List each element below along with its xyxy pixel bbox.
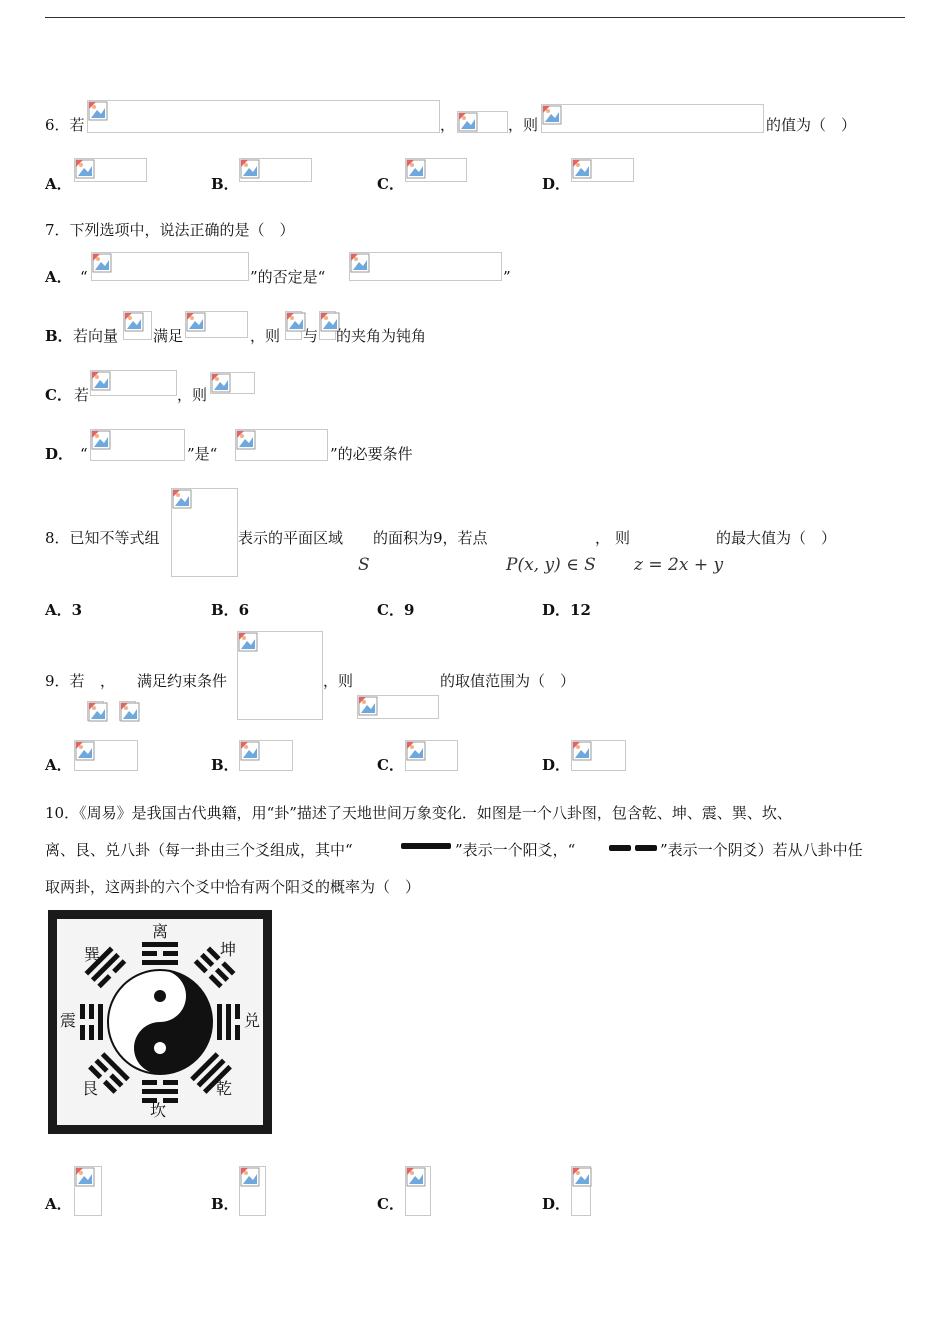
yin-yang-dot <box>154 990 166 1002</box>
formula-image <box>239 158 312 182</box>
yin-line-right-icon <box>635 845 657 851</box>
formula-image <box>237 631 323 720</box>
q7-a-text: “ <box>80 268 88 286</box>
broken-image-icon <box>240 741 260 761</box>
formula-image <box>74 1166 102 1216</box>
label-kun: 坤 <box>220 940 237 959</box>
formula-image <box>185 311 248 338</box>
q9-text: ，则 <box>323 672 354 690</box>
q7-c-text: 若 <box>74 386 90 404</box>
broken-image-icon <box>458 112 478 132</box>
broken-image-icon <box>350 253 370 273</box>
q6-comma2: ，则 <box>508 116 539 134</box>
q7-b-text: 的夹角为钝角 <box>336 327 427 345</box>
formula-image <box>357 695 439 719</box>
q6-lead: 6．若 <box>45 116 85 134</box>
q9-comma: ， <box>100 672 116 690</box>
q7-stem: 7．下列选项中，说法正确的是（ ） <box>45 221 295 239</box>
formula-image <box>405 158 467 182</box>
broken-image-icon <box>75 1167 95 1187</box>
broken-image-icon <box>406 1167 426 1187</box>
header-rule <box>45 17 905 18</box>
formula-image <box>571 158 634 182</box>
q8-option-d: D．12 <box>542 601 591 619</box>
broken-image-icon <box>172 489 192 509</box>
formula-image <box>239 1166 266 1216</box>
formula-image <box>349 252 502 281</box>
formula-image <box>210 372 255 394</box>
broken-image-icon <box>240 159 260 179</box>
q10-line2b: ”表示一个阳爻，“ <box>455 841 576 859</box>
broken-image-icon <box>240 1167 260 1187</box>
formula-image <box>319 311 336 340</box>
yin-yang-dot <box>154 1042 166 1054</box>
formula-image <box>571 1166 591 1216</box>
q7-b-text: ，则 <box>250 327 281 345</box>
broken-image-icon <box>542 105 562 125</box>
formula-image <box>405 1166 431 1216</box>
broken-image-icon <box>406 741 426 761</box>
q7-option-d: D． <box>45 445 74 463</box>
broken-image-icon <box>572 741 592 761</box>
q9-text: 满足约束条件 <box>137 672 228 690</box>
q6-option-d: D． <box>542 175 571 193</box>
label-qian: 乾 <box>216 1079 233 1098</box>
q9-tail: 的取值范围为（ ） <box>440 672 576 690</box>
broken-image-icon <box>91 371 111 391</box>
q8-lead: 8．已知不等式组 <box>45 529 160 547</box>
broken-image-icon <box>572 1167 592 1187</box>
q7-d-text: ”的必要条件 <box>330 445 413 463</box>
q8-text: ， <box>595 529 611 547</box>
q9-option-d: D． <box>542 756 571 774</box>
broken-image-icon <box>186 312 206 332</box>
q6-option-b: B． <box>211 175 239 193</box>
yin-line-left-icon <box>609 845 631 851</box>
formula-image <box>87 100 440 133</box>
formula-image <box>90 429 185 461</box>
q7-a-text: ”的否定是“ <box>250 268 326 286</box>
math-point-p: P(x, y) ∈ S <box>506 555 596 575</box>
q10-line3: 取两卦，这两卦的六个爻中恰有两个阳爻的概率为（ ） <box>45 878 421 896</box>
formula-image <box>171 488 238 577</box>
q7-b-text: 若向量 <box>73 327 119 345</box>
broken-image-icon <box>88 702 108 722</box>
broken-image-icon <box>88 101 108 121</box>
q7-c-text: ，则 <box>177 386 208 404</box>
broken-image-icon <box>358 696 378 716</box>
q9-option-b: B． <box>211 756 239 774</box>
q7-d-text: “ <box>80 445 88 463</box>
q10-option-c: C． <box>377 1195 404 1213</box>
formula-image <box>87 701 104 721</box>
q7-a-text: ” <box>503 268 511 286</box>
formula-image <box>119 701 136 721</box>
broken-image-icon <box>236 430 256 450</box>
math-z: z = 2x + y <box>634 555 724 575</box>
formula-image <box>405 740 458 771</box>
q7-option-b: B． <box>45 327 73 345</box>
yang-line-icon <box>401 843 451 849</box>
formula-image <box>571 740 626 771</box>
broken-image-icon <box>75 159 95 179</box>
formula-image <box>285 311 302 340</box>
q8-text: 的面积为9，若点 <box>373 529 488 547</box>
q9-lead: 9．若 <box>45 672 85 690</box>
math-set-s: S <box>358 555 370 575</box>
q7-option-a: A． <box>45 268 72 286</box>
bagua-diagram <box>48 910 272 1134</box>
q8-tail: 的最大值为（ ） <box>716 529 837 547</box>
broken-image-icon <box>120 702 140 722</box>
q10-line2a: 离、艮、兑八卦（每一卦由三个爻组成，其中“ <box>45 841 353 859</box>
formula-image <box>123 311 152 340</box>
formula-image <box>235 429 328 461</box>
broken-image-icon <box>211 373 231 393</box>
q8-text: 则 <box>615 529 631 547</box>
formula-image <box>74 740 138 771</box>
q6-option-c: C． <box>377 175 404 193</box>
q9-option-a: A． <box>45 756 72 774</box>
label-zhen: 震 <box>60 1011 77 1030</box>
q10-line2c: ”表示一个阴爻）若从八卦中任 <box>660 841 863 859</box>
broken-image-icon <box>92 253 112 273</box>
q9-option-c: C． <box>377 756 404 774</box>
label-xun: 巽 <box>84 945 101 964</box>
formula-image <box>239 740 293 771</box>
q6-tail: 的值为（ ） <box>766 116 857 134</box>
broken-image-icon <box>91 430 111 450</box>
formula-image <box>91 252 249 281</box>
q6-comma: ， <box>440 116 456 134</box>
broken-image-icon <box>124 312 144 332</box>
formula-image <box>541 104 764 133</box>
q8-option-c: C．9 <box>377 601 415 619</box>
label-kan: 坎 <box>150 1101 167 1120</box>
formula-image <box>74 158 147 182</box>
label-gen: 艮 <box>82 1079 99 1098</box>
q10-option-a: A． <box>45 1195 72 1213</box>
formula-image <box>90 370 177 396</box>
formula-image <box>457 111 508 133</box>
q10-option-d: D． <box>542 1195 571 1213</box>
q7-b-text: 满足 <box>153 327 184 345</box>
q8-text: 表示的平面区域 <box>238 529 344 547</box>
label-li: 离 <box>152 922 169 941</box>
q6-option-a: A． <box>45 175 72 193</box>
broken-image-icon <box>75 741 95 761</box>
q8-option-b: B．6 <box>211 601 250 619</box>
q10-option-b: B． <box>211 1195 239 1213</box>
broken-image-icon <box>238 632 258 652</box>
q10-line1: 10．《周易》是我国古代典籍，用“卦”描述了天地世间万象变化．如图是一个八卦图，包含乾、坤、震、巽、坎、 <box>45 804 792 822</box>
q7-option-c: C． <box>45 386 72 404</box>
q7-b-text: 与 <box>303 327 319 345</box>
broken-image-icon <box>572 159 592 179</box>
q7-d-text: ”是“ <box>187 445 218 463</box>
broken-image-icon <box>406 159 426 179</box>
label-dui: 兑 <box>244 1011 261 1030</box>
q8-option-a: A．3 <box>45 601 83 619</box>
